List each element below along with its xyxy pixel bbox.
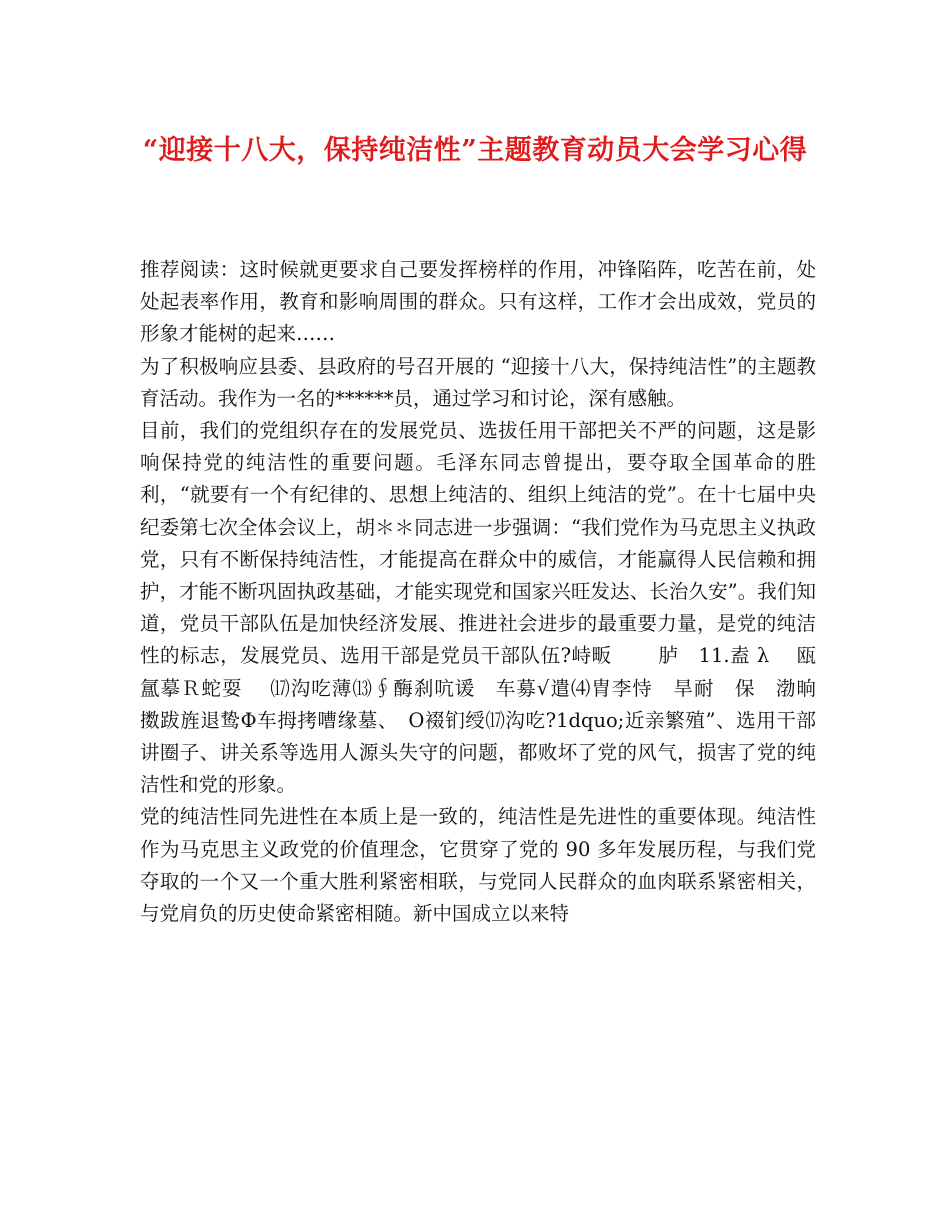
paragraph-intro: 推荐阅读：这时候就更要求自己要发挥榜样的作用，冲锋陷阵，吃苦在前，处处起表率作用，教育和影响周围的群众。只有这样，工作才会出成效，党员的形象才能树的起来…… bbox=[140, 258, 816, 346]
document-body bbox=[140, 254, 836, 930]
document-title: “迎接十八大，保持纯洁性”主题教育动员大会学习心得 bbox=[142, 135, 808, 166]
paragraph-purity: 党的纯洁性同先进性在本质上是一致的，纯洁性是先进性的重要体现。纯洁性作为马克思主义政党的价值理念，它贯穿了党的 90 多年发展历程，与我们党夺取的一个又一个重大胜利紧密相联，与党同人民群众的血肉联系紧密相关，与党肩负的历史使命紧密相随。新中国成立以来特 bbox=[140, 805, 816, 926]
paragraph-response: 为了积极响应县委、县政府的号召开展的 “迎接十八大，保持纯洁性”的主题教育活动。我作为一名的******员，通过学习和讨论，深有感触。 bbox=[140, 354, 816, 410]
paragraph-problem: 目前，我们的党组织存在的发展党员、选拔任用干部把关不严的问题，这是影响保持党的纯洁性的重要问题。毛泽东同志曾提出，要夺取全国革命的胜利，“就要有一个有纪律的、思想上纯洁的、组织上纯洁的党”。在十七届中央纪委第七次全体会议上，胡＊＊同志进一步强调：“我们党作为马克思主义执政党，只有不断保持纯洁性，才能提高在群众中的威信，才能赢得人民信赖和拥护，才能不断巩固执政基础，才能实现党和国家兴旺发达、长治久安”。我们知道，党员干部队伍是加快经济发展、推进社会进步的最重要力量，是党的纯洁性的标志，发展党员、选用干部是党员干部队伍?峙畈 胪 11.盍 λ 瓯氲摹Ｒ蛇耍 ⒄沟吃薄⒀∮酶刹吭谖 车募√遣⑷胄李恃 旱耐 保 渤晌 擞跋旌退鸷Φ车拇拷嘈缘墓、 Ο裰钔绶⒄沟吃?1dquo;近亲繁殖”、选用干部讲圈子、讲关系等选用人源头失守的问题，都败坏了党的风气，损害了党的纯洁性和党的形象。 bbox=[140, 419, 836, 797]
